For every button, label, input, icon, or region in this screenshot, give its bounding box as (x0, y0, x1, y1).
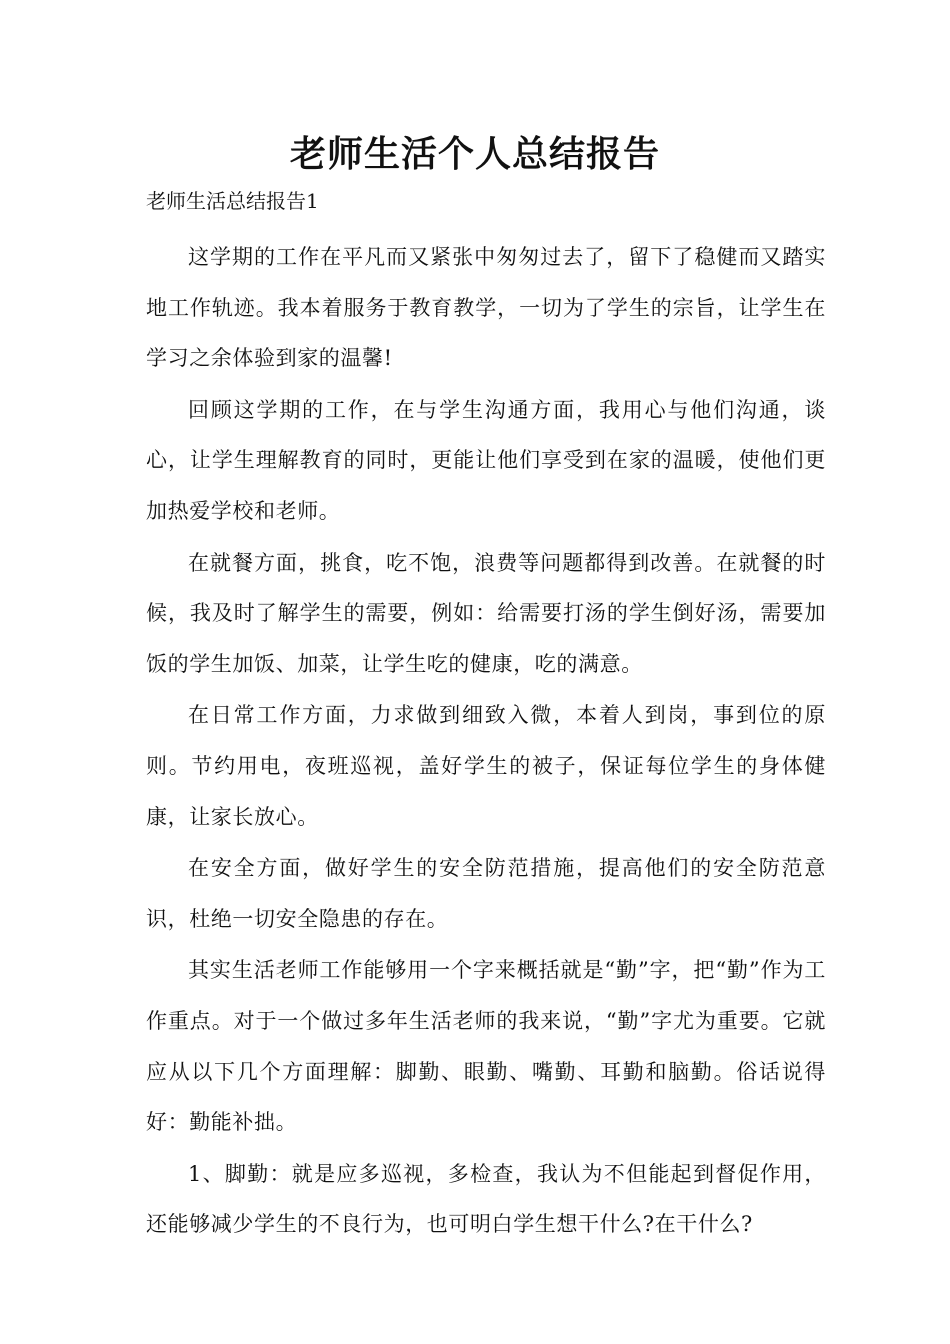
paragraph: 回顾这学期的工作，在与学生沟通方面，我用心与他们沟通，谈心，让学生理解教育的同时，更能让他们享受到在家的温暖，使他们更加热爱学校和老师。 (146, 397, 826, 523)
paragraph: 1、脚勤：就是应多巡视，多检查，我认为不但能起到督促作用，还能够减少学生的不良行为，也可明白学生想干什么?在干什么? (146, 1161, 826, 1237)
document-title: 老师生活个人总结报告 (289, 133, 660, 175)
paragraph: 在就餐方面，挑食，吃不饱，浪费等问题都得到改善。在就餐的时候，我及时了解学生的需要，例如：给需要打汤的学生倒好汤，需要加饭的学生加饭、加菜，让学生吃的健康，吃的满意。 (146, 550, 826, 676)
section-heading: 老师生活总结报告1 (146, 189, 319, 213)
document-body (146, 232, 826, 1251)
paragraph: 其实生活老师工作能够用一个字来概括就是“勤”字，把“勤”作为工作重点。对于一个做过多年生活老师的我来说，“勤”字尤为重要。它就应从以下几个方面理解：脚勤、眼勤、嘴勤、耳勤和脑勤。俗话说得好：勤能补拙。 (146, 958, 826, 1135)
paragraph: 在安全方面，做好学生的安全防范措施，提高他们的安全防范意识，杜绝一切安全隐患的存在。 (146, 856, 826, 931)
paragraph: 在日常工作方面，力求做到细致入微，本着人到岗，事到位的原则。节约用电，夜班巡视，盖好学生的被子，保证每位学生的身体健康，让家长放心。 (146, 703, 826, 829)
paragraph: 这学期的工作在平凡而又紧张中匆匆过去了，留下了稳健而又踏实地工作轨迹。我本着服务于教育教学，一切为了学生的宗旨，让学生在学习之余体验到家的温馨! (146, 245, 826, 371)
